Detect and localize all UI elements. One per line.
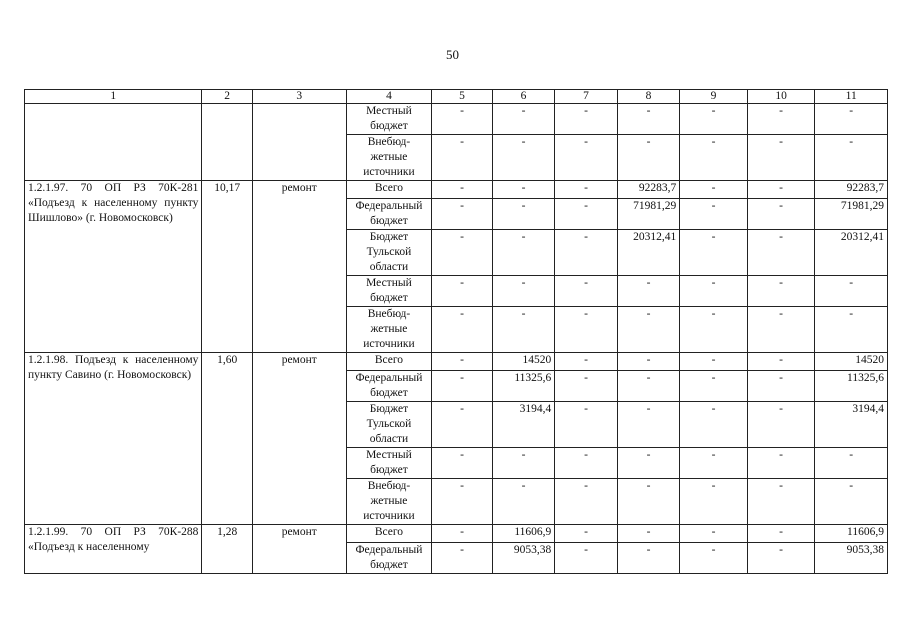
- length-cell: 10,17: [202, 181, 252, 353]
- value-cell: -: [555, 448, 618, 479]
- value-cell: -: [617, 543, 680, 574]
- value-cell: 9053,38: [815, 543, 888, 574]
- value-cell: -: [492, 181, 555, 199]
- funding-source: Местный бюджет: [346, 276, 432, 307]
- value-cell: -: [815, 479, 888, 525]
- header-cell: 2: [202, 90, 252, 104]
- value-cell: 20312,41: [617, 230, 680, 276]
- value-cell: -: [492, 135, 555, 181]
- value-cell: -: [432, 135, 492, 181]
- funding-source: Внебюд-жетные источники: [346, 307, 432, 353]
- value-cell: 71981,29: [815, 199, 888, 230]
- value-cell: -: [432, 371, 492, 402]
- value-cell: -: [815, 135, 888, 181]
- table-row: [25, 104, 888, 135]
- value-cell: -: [617, 479, 680, 525]
- value-cell: 71981,29: [617, 199, 680, 230]
- value-cell: -: [680, 307, 748, 353]
- value-cell: -: [555, 230, 618, 276]
- header-cell: 6: [492, 90, 555, 104]
- object-name-cell: 1.2.1.99. 70 ОП РЗ 70К-288 «Подъезд к населенному: [25, 525, 202, 574]
- value-cell: -: [747, 135, 815, 181]
- value-cell: 11325,6: [492, 371, 555, 402]
- value-cell: -: [617, 353, 680, 371]
- value-cell: -: [432, 543, 492, 574]
- value-cell: -: [555, 479, 618, 525]
- work-type-cell: ремонт: [252, 353, 346, 525]
- value-cell: -: [680, 402, 748, 448]
- value-cell: -: [680, 353, 748, 371]
- value-cell: -: [492, 479, 555, 525]
- length-cell: 1,60: [202, 353, 252, 525]
- value-cell: -: [617, 525, 680, 543]
- funding-source: Всего: [346, 181, 432, 199]
- work-type-cell: ремонт: [252, 525, 346, 574]
- value-cell: -: [617, 307, 680, 353]
- value-cell: -: [432, 525, 492, 543]
- header-cell: 8: [617, 90, 680, 104]
- value-cell: -: [555, 307, 618, 353]
- value-cell: 92283,7: [815, 181, 888, 199]
- value-cell: -: [555, 104, 618, 135]
- value-cell: -: [617, 104, 680, 135]
- value-cell: -: [432, 276, 492, 307]
- header-cell: 4: [346, 90, 432, 104]
- value-cell: 14520: [492, 353, 555, 371]
- funding-source: Местный бюджет: [346, 448, 432, 479]
- object-name-cell: 1.2.1.97. 70 ОП РЗ 70К-281 «Подъезд к населенному пункту Шишлово» (г. Новомосковск): [25, 181, 202, 353]
- value-cell: -: [555, 525, 618, 543]
- value-cell: -: [492, 448, 555, 479]
- value-cell: -: [432, 104, 492, 135]
- header-cell: 5: [432, 90, 492, 104]
- funding-source: Федеральный бюджет: [346, 543, 432, 574]
- header-row: [25, 90, 888, 104]
- value-cell: -: [555, 135, 618, 181]
- value-cell: -: [815, 307, 888, 353]
- work-type-cell: [252, 104, 346, 181]
- value-cell: -: [492, 104, 555, 135]
- value-cell: -: [432, 353, 492, 371]
- header-cell: 1: [25, 90, 202, 104]
- value-cell: 92283,7: [617, 181, 680, 199]
- value-cell: -: [492, 199, 555, 230]
- value-cell: -: [555, 276, 618, 307]
- value-cell: -: [747, 525, 815, 543]
- value-cell: -: [747, 199, 815, 230]
- funding-source: Федеральный бюджет: [346, 371, 432, 402]
- value-cell: -: [815, 448, 888, 479]
- value-cell: -: [555, 199, 618, 230]
- funding-source: Внебюд-жетные источники: [346, 135, 432, 181]
- value-cell: -: [815, 276, 888, 307]
- value-cell: -: [747, 371, 815, 402]
- length-cell: 1,28: [202, 525, 252, 574]
- value-cell: -: [492, 276, 555, 307]
- value-cell: -: [747, 353, 815, 371]
- value-cell: -: [617, 276, 680, 307]
- value-cell: -: [555, 543, 618, 574]
- value-cell: -: [432, 307, 492, 353]
- value-cell: -: [617, 135, 680, 181]
- value-cell: -: [747, 402, 815, 448]
- value-cell: -: [555, 181, 618, 199]
- value-cell: -: [432, 181, 492, 199]
- value-cell: 3194,4: [815, 402, 888, 448]
- funding-source: Внебюд-жетные источники: [346, 479, 432, 525]
- funding-source: Бюджет Тульской области: [346, 402, 432, 448]
- funding-source: Всего: [346, 525, 432, 543]
- value-cell: -: [680, 543, 748, 574]
- header-cell: 10: [747, 90, 815, 104]
- value-cell: -: [680, 230, 748, 276]
- value-cell: -: [680, 371, 748, 402]
- funding-source: Федеральный бюджет: [346, 199, 432, 230]
- value-cell: -: [680, 181, 748, 199]
- header-cell: 9: [680, 90, 748, 104]
- value-cell: -: [747, 181, 815, 199]
- value-cell: -: [432, 199, 492, 230]
- table-row: [25, 525, 888, 543]
- funding-source: Местный бюджет: [346, 104, 432, 135]
- value-cell: -: [747, 479, 815, 525]
- value-cell: -: [555, 353, 618, 371]
- value-cell: -: [680, 104, 748, 135]
- value-cell: -: [432, 448, 492, 479]
- value-cell: 14520: [815, 353, 888, 371]
- header-cell: 3: [252, 90, 346, 104]
- value-cell: -: [432, 402, 492, 448]
- length-cell: [202, 104, 252, 181]
- object-name-cell: 1.2.1.98. Подъезд к населенному пункту Савино (г. Новомосковск): [25, 353, 202, 525]
- value-cell: -: [680, 135, 748, 181]
- value-cell: -: [747, 230, 815, 276]
- value-cell: -: [617, 371, 680, 402]
- object-name-cell: [25, 104, 202, 181]
- value-cell: -: [747, 276, 815, 307]
- value-cell: 3194,4: [492, 402, 555, 448]
- value-cell: -: [747, 307, 815, 353]
- value-cell: -: [815, 104, 888, 135]
- work-type-cell: ремонт: [252, 181, 346, 353]
- value-cell: -: [432, 479, 492, 525]
- table-row: [25, 353, 888, 371]
- value-cell: -: [432, 230, 492, 276]
- value-cell: -: [680, 525, 748, 543]
- table-row: [25, 181, 888, 199]
- value-cell: -: [747, 543, 815, 574]
- value-cell: 11606,9: [815, 525, 888, 543]
- header-cell: 7: [555, 90, 618, 104]
- value-cell: -: [555, 371, 618, 402]
- value-cell: -: [492, 307, 555, 353]
- value-cell: 20312,41: [815, 230, 888, 276]
- value-cell: 11325,6: [815, 371, 888, 402]
- funding-source: Бюджет Тульской области: [346, 230, 432, 276]
- value-cell: -: [617, 448, 680, 479]
- value-cell: -: [680, 199, 748, 230]
- value-cell: 11606,9: [492, 525, 555, 543]
- value-cell: -: [747, 448, 815, 479]
- funding-source: Всего: [346, 353, 432, 371]
- value-cell: -: [555, 402, 618, 448]
- value-cell: -: [492, 230, 555, 276]
- page-number: 50: [446, 47, 459, 62]
- budget-table: [24, 89, 888, 574]
- value-cell: -: [680, 276, 748, 307]
- value-cell: -: [747, 104, 815, 135]
- value-cell: -: [617, 402, 680, 448]
- value-cell: -: [680, 479, 748, 525]
- value-cell: -: [680, 448, 748, 479]
- value-cell: 9053,38: [492, 543, 555, 574]
- header-cell: 11: [815, 90, 888, 104]
